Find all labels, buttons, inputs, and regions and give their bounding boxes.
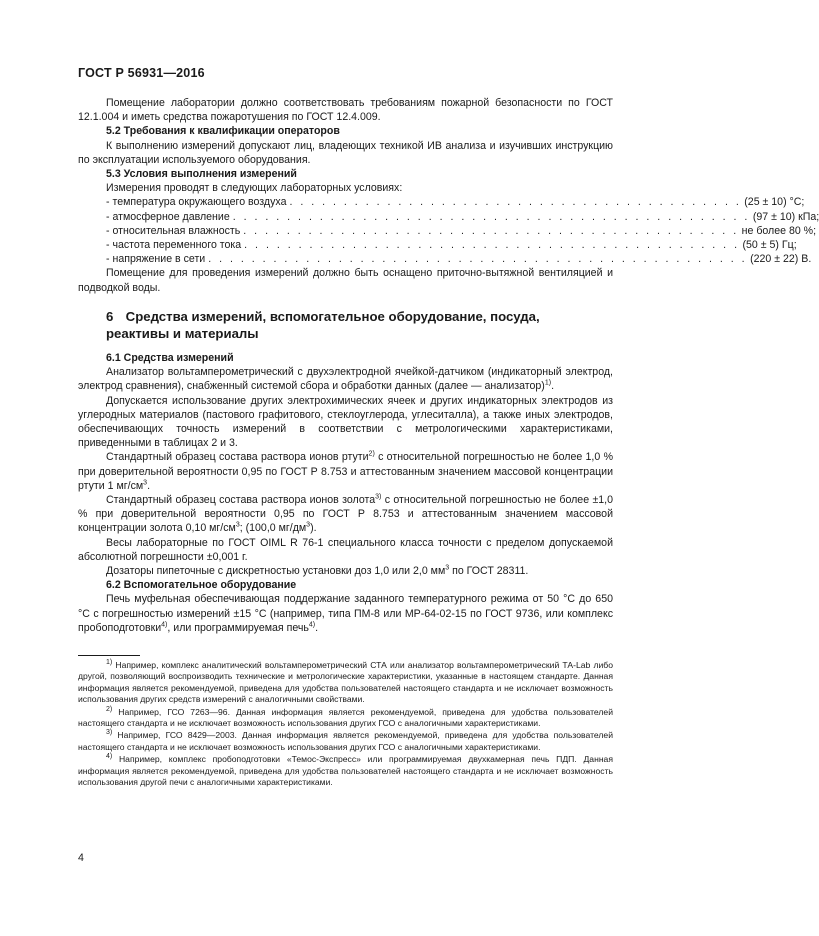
period: .	[315, 621, 319, 634]
section-6-title-line1: Средства измерений, вспомогательное оборудование, посуда,	[125, 309, 540, 324]
heading-6-2: 6.2 Вспомогательное оборудование	[106, 579, 297, 592]
period: .	[551, 380, 555, 393]
condition-row	[78, 210, 819, 224]
furnace-text-b: , или программируемая печь	[167, 621, 309, 634]
superscript: 3	[445, 564, 450, 572]
section-6-heading	[106, 308, 576, 342]
leader-dots: . . . . . . . . . . . . . . . . . . . . . . . . . . . . . . . . . . . . . . . . . . . . . . . . . .	[208, 253, 748, 266]
scales-paragraph: Весы лабораторные по ГОСТ OIML R 76-1 специального класса точности с пределом допускаемой абсолютной погрешности ±0,001 г.	[78, 536, 613, 563]
heading-5-3: 5.3 Условия выполнения измерений	[106, 168, 297, 181]
footnote-mark: 4)	[106, 753, 113, 761]
section-6-number: 6	[106, 309, 114, 324]
condition-label: - температура окружающего воздуха	[106, 196, 287, 209]
footnote-ref: 4)	[161, 621, 168, 629]
condition-value: (25 ± 10) °C;	[744, 196, 805, 209]
condition-value: (220 ± 22) В.	[750, 253, 812, 266]
condition-row	[78, 195, 805, 209]
mercury-standard-paragraph	[78, 450, 613, 493]
condition-label: - частота переменного тока	[106, 239, 242, 252]
condition-value: (50 ± 5) Гц;	[742, 239, 797, 252]
superscript: 3	[143, 479, 148, 487]
footnote-ref: 3)	[375, 493, 382, 501]
footnote-text: Например, ГСО 7263—96. Данная информация является рекомендуемой, приведена для удобства пользователей настоящего стандарта и не исключает возможность использования других ГСО с аналогичными характеристиками.	[78, 706, 613, 729]
condition-row	[78, 238, 797, 252]
paragraph-5-3: Измерения проводят в следующих лабораторных условиях:	[106, 182, 403, 195]
footnote-mark: 1)	[106, 659, 113, 667]
gold-text-a: Стандартный образец состава раствора ионов золота	[106, 494, 376, 507]
mercury-text-a: Стандартный образец состава раствора ионов ртути	[106, 451, 369, 464]
footnote-3	[78, 730, 613, 753]
condition-value: не более 80 %;	[741, 224, 817, 237]
footnote-text: Например, комплекс пробоподготовки «Темос-Экспресс» или программируемая двухкамерная печь ПДП. Данная информация является рекомендуемой, приведена для удобства пользователей настоящего стандарта и не исключает возможность использования другой печи с аналогичными характеристиками.	[78, 754, 613, 788]
superscript: 3	[235, 521, 240, 529]
period: ).	[310, 522, 317, 535]
footnote-ref: 1)	[544, 379, 552, 387]
fire-safety-paragraph: Помещение лаборатории должно соответствовать требованиям пожарной безопасности по ГОСТ 12.1.004 и иметь средства пожаротушения по ГОСТ 12.4.009.	[78, 97, 613, 124]
footnote-4	[78, 754, 613, 788]
dispensers-paragraph	[78, 564, 613, 578]
heading-5-2: 5.2 Требования к квалификации операторов	[106, 125, 340, 138]
dispensers-text-b: по ГОСТ 28311.	[449, 565, 529, 578]
section-6-title-line2: реактивы и материалы	[106, 326, 259, 341]
ventilation-paragraph: Помещение для проведения измерений должно быть оснащено приточно-вытяжной вентиляцией и подводкой воды.	[78, 267, 613, 294]
section-5-block	[78, 96, 819, 295]
analyzer-paragraph	[78, 365, 613, 393]
dispensers-text-a: Дозаторы пипеточные с дискретностью установки доз 1,0 или 2,0 мм	[106, 565, 446, 578]
leader-dots: . . . . . . . . . . . . . . . . . . . . . . . . . . . . . . . . . . . . . . . . . .	[289, 196, 742, 209]
page-number: 4	[78, 852, 84, 864]
condition-value: (97 ± 10) кПа;	[752, 210, 819, 223]
footnote-2	[78, 707, 613, 730]
footnotes	[78, 660, 613, 789]
footnote-text: Например, комплекс аналитический вольтамперометрический СТА или анализатор вольтамперометрический ТА-Lab либо другой, позволяющий воспроизводить технические и метрологические характеристики, указанные в настоящем стандарте. Данная информация является рекомендуемой, приведена для удобства пользователей настоящего стандарта и не исключает возможность использования других средств измерений с аналогичными свойствами.	[78, 660, 613, 705]
paragraph-5-2: К выполнению измерений допускают лиц, владеющих техникой ИВ анализа и изучивших инструкцию по эксплуатации используемого оборудования.	[78, 139, 613, 166]
condition-label: - атмосферное давление	[106, 210, 230, 223]
footnote-ref: 2)	[368, 450, 375, 458]
footnote-ref: 4)	[308, 621, 316, 629]
superscript: 3	[306, 521, 311, 529]
period: .	[147, 479, 151, 492]
furnace-paragraph	[78, 592, 613, 635]
mercury-text-b: с относительной погрешностью не более 1,0 % при доверительной вероятности 0,95 по ГОСТ Р 8.753 и аттестованным значением массовой концентрации ртути 1 мг/см	[78, 451, 613, 492]
heading-6-1: 6.1 Средства измерений	[106, 352, 234, 364]
gold-text-b: с относительной погрешностью не более ±1,0 % при доверительной вероятности 0,95 по ГОСТ Р 8.753 и аттестованным значением массовой концентрации золота 0,10 мг/см	[78, 494, 613, 535]
standard-header: ГОСТ Р 56931—2016	[78, 66, 205, 80]
electrodes-paragraph: Допускается использование других электрохимических ячеек и других индикаторных электродов из углеродных материалов (пастового графитового, стеклоуглерода, углеситалла), а также иных электродов, обеспечивающих точность измерений в соответствии с метрологическими характеристиками, приведенными в таблицах 2 и 3.	[78, 394, 613, 450]
furnace-text-a: Печь муфельная обеспечивающая поддержание заданного температурного режима от 50 °C до 650 °C с погрешностью измерений ±15 °C (например, типа ПМ-8 или МР-64-02-15 по ГОСТ 9736, или комплекс пробоподготовки	[78, 593, 613, 634]
leader-dots: . . . . . . . . . . . . . . . . . . . . . . . . . . . . . . . . . . . . . . . . . . . . . .	[243, 224, 739, 237]
condition-label: - напряжение в сети	[106, 253, 206, 266]
footnote-mark: 3)	[106, 729, 113, 737]
leader-dots: . . . . . . . . . . . . . . . . . . . . . . . . . . . . . . . . . . . . . . . . . . . . . . . .	[232, 210, 750, 223]
gold-standard-paragraph	[78, 493, 613, 536]
gold-text-c: ; (100,0 мг/дм	[239, 522, 307, 535]
footnote-1	[78, 660, 613, 706]
section-6-block	[78, 351, 613, 635]
footnote-separator	[78, 655, 140, 656]
condition-label: - относительная влажность	[106, 224, 241, 237]
condition-row	[78, 224, 817, 238]
footnote-text: Например, ГСО 8429—2003. Данная информация является рекомендуемой, приведена для удобства пользователей настоящего стандарта и не исключает возможность использования других ГСО с аналогичными характеристиками.	[78, 730, 613, 752]
analyzer-text: Анализатор вольтамперометрический с двухэлектродной ячейкой-датчиком (индикаторный электрод, электрод сравнения), снабженный системой сбора и обработки данных (далее — анализатор)	[78, 366, 613, 393]
condition-row	[78, 252, 812, 266]
footnote-mark: 2)	[106, 705, 113, 713]
leader-dots: . . . . . . . . . . . . . . . . . . . . . . . . . . . . . . . . . . . . . . . . . . . . . .	[244, 239, 740, 252]
